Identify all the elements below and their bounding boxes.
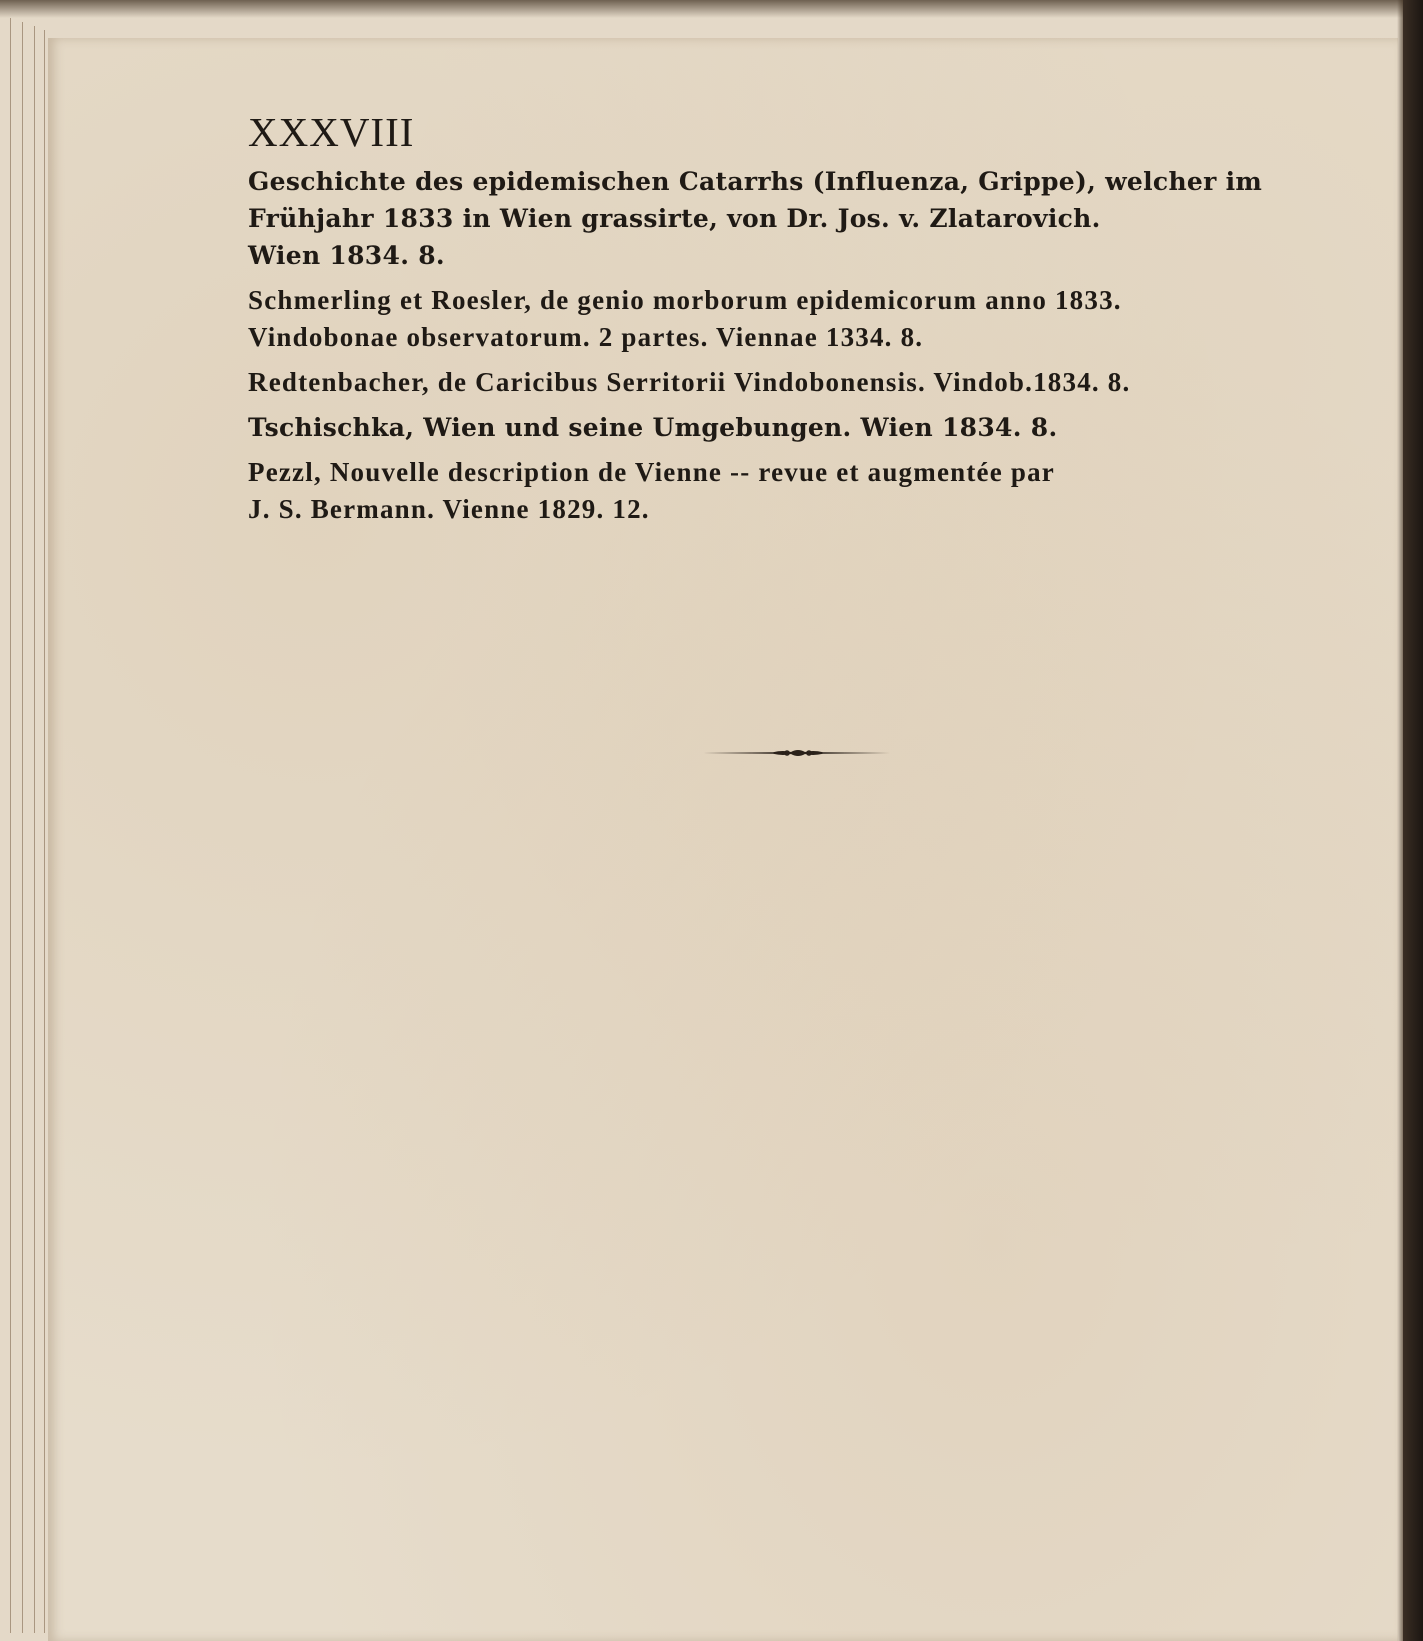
entry-line: Wien 1834. 8.: [248, 241, 445, 270]
bibliography-entry: [248, 364, 1356, 401]
bibliography-entry: [248, 163, 1356, 274]
entry-line: Redtenbacher, de Caricibus Serritorii Vindobonensis. Vindob.1834. 8.: [248, 367, 1131, 397]
entry-line: Tschischka, Wien und seine Umgebungen. Wien 1834. 8.: [248, 413, 1058, 442]
ornament-divider: [703, 746, 893, 760]
page-edge: [34, 26, 35, 1633]
entry-line: Schmerling et Roesler, de genio morborum epidemicorum anno 1833.: [248, 285, 1122, 315]
entry-line: Pezzl, Nouvelle description de Vienne -- revue et augmentée par: [248, 457, 1055, 487]
page-number: XXXVIII: [248, 109, 415, 155]
entry-line: J. S. Bermann. Vienne 1829. 12.: [248, 494, 650, 524]
page-edge: [22, 22, 23, 1633]
top-edge-shadow: [0, 0, 1423, 18]
page-edge: [44, 30, 45, 1633]
page-edge: [10, 18, 11, 1633]
bibliography-entry: [248, 454, 1356, 528]
book-binding: [1403, 0, 1423, 1641]
bibliography-entry: [248, 409, 1356, 446]
entry-line: Vindobonae observatorum. 2 partes. Viennae 1334. 8.: [248, 322, 924, 352]
entry-line: Geschichte des epidemischen Catarrhs (Influenza, Grippe), welcher im: [248, 167, 1263, 196]
bibliography-entry: [248, 282, 1356, 356]
entry-line: Frühjahr 1833 in Wien grassirte, von Dr. Jos. v. Zlatarovich.: [248, 204, 1101, 233]
page-content: [248, 98, 1356, 536]
book-page: [48, 38, 1398, 1641]
